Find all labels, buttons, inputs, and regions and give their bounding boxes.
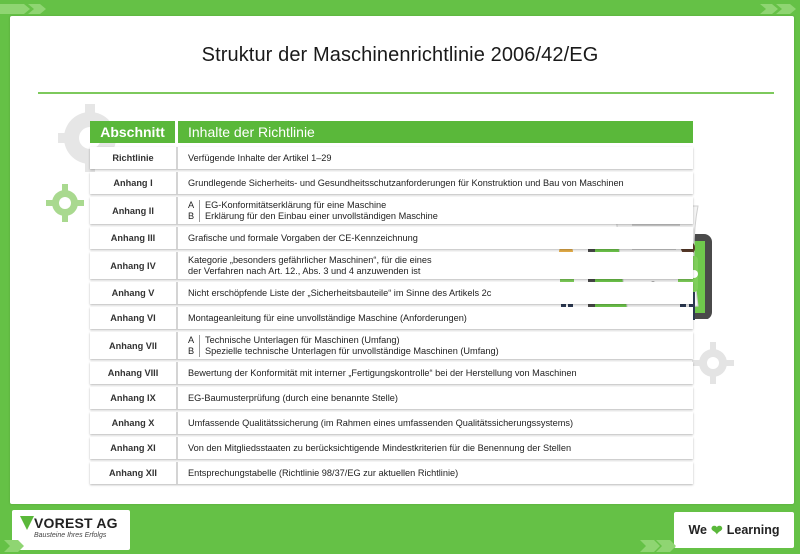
- logo-text: VOREST AG: [34, 515, 118, 531]
- item-line-a: EG-Konformitätserklärung für eine Maschine: [205, 199, 387, 210]
- item-letter-b: B: [188, 210, 195, 221]
- content-line-1: Kategorie „besonders gefährlicher Maschinen“, für die eines: [188, 254, 432, 265]
- slogan-we: We: [688, 523, 707, 537]
- header-content: Inhalte der Richtlinie: [188, 124, 315, 140]
- item-line-b: Erklärung für den Einbau einer unvollständigen Maschine: [205, 210, 438, 221]
- table-row: [90, 437, 693, 459]
- table-row: [90, 332, 693, 359]
- header-section: Abschnitt: [90, 121, 178, 143]
- row-section: Anhang I: [90, 172, 178, 194]
- row-section: Anhang IX: [90, 387, 178, 409]
- row-content: [182, 197, 693, 224]
- row-section: Anhang XI: [90, 437, 178, 459]
- row-content: [182, 252, 693, 279]
- logo-tagline: Bausteine Ihres Erfolgs: [34, 532, 107, 539]
- item-letter-a: A: [188, 334, 195, 345]
- row-content: Umfassende Qualitätssicherung (im Rahmen eines umfassenden Qualitätssicherungssystems): [188, 418, 574, 428]
- table-row: [90, 462, 693, 484]
- table-row: [90, 197, 693, 224]
- row-content: Grafische und formale Vorgaben der CE-Kennzeichnung: [188, 233, 418, 243]
- row-section: Anhang VII: [90, 332, 178, 359]
- row-content: [182, 332, 693, 359]
- page-title: Struktur der Maschinenrichtlinie 2006/42/EG: [201, 44, 599, 66]
- item-letter-b: B: [188, 345, 195, 356]
- item-line-b: Spezielle technische Unterlagen für unvollständige Maschinen (Umfang): [205, 345, 499, 356]
- table-row: [90, 412, 693, 434]
- row-section: Anhang IV: [90, 252, 178, 279]
- top-chevron-strip: [0, 2, 800, 14]
- directive-structure-table: [90, 121, 693, 487]
- table-row: [90, 282, 693, 304]
- row-content: Grundlegende Sicherheits- und Gesundheitsschutzanforderungen für Konstruktion und Bau von Maschinen: [188, 178, 624, 188]
- table-row: [90, 252, 693, 279]
- item-letter-a: A: [188, 199, 195, 210]
- row-content: EG-Baumusterprüfung (durch eine benannte Stelle): [188, 393, 398, 403]
- content-line-2: der Verfahren nach Art. 12., Abs. 3 und 4 anzuwenden ist: [188, 265, 421, 276]
- table-row: [90, 307, 693, 329]
- row-content: Montageanleitung für eine unvollständige Maschine (Anforderungen): [188, 313, 467, 323]
- table-row: [90, 172, 693, 194]
- bottom-chevron-strip: [0, 536, 800, 554]
- row-section: Anhang XII: [90, 462, 178, 484]
- row-content: Nicht erschöpfende Liste der „Sicherheitsbauteile“ im Sinne des Artikels 2c: [188, 288, 492, 298]
- table-row: [90, 147, 693, 169]
- row-content: Verfügende Inhalte der Artikel 1–29: [188, 153, 332, 163]
- table-row: [90, 362, 693, 384]
- row-section: Anhang II: [90, 197, 178, 224]
- row-section: Anhang V: [90, 282, 178, 304]
- gear-decoration-right: [688, 338, 738, 388]
- row-section: Anhang X: [90, 412, 178, 434]
- row-section: Anhang VI: [90, 307, 178, 329]
- row-section: Richtlinie: [90, 147, 178, 169]
- row-section: Anhang III: [90, 227, 178, 249]
- heart-icon: ❤: [711, 521, 723, 538]
- table-header: [90, 121, 693, 143]
- item-line-a: Technische Unterlagen für Maschinen (Umfang): [205, 334, 400, 345]
- row-content: Entsprechungstabelle (Richtlinie 98/37/EG zur aktuellen Richtlinie): [188, 468, 459, 478]
- logo-mark-icon: [20, 516, 34, 530]
- title-divider: [38, 92, 774, 94]
- row-content: Von den Mitgliedsstaaten zu berücksichtigende Mindestkriterien für die Benennung der Stellen: [188, 443, 572, 453]
- gear-decoration-green: [42, 180, 88, 226]
- table-row: [90, 227, 693, 249]
- row-content: Bewertung der Konformität mit interner „Fertigungskontrolle“ bei der Herstellung von Maschinen: [188, 368, 577, 378]
- row-section: Anhang VIII: [90, 362, 178, 384]
- table-row: [90, 387, 693, 409]
- slogan-learning: Learning: [726, 523, 780, 537]
